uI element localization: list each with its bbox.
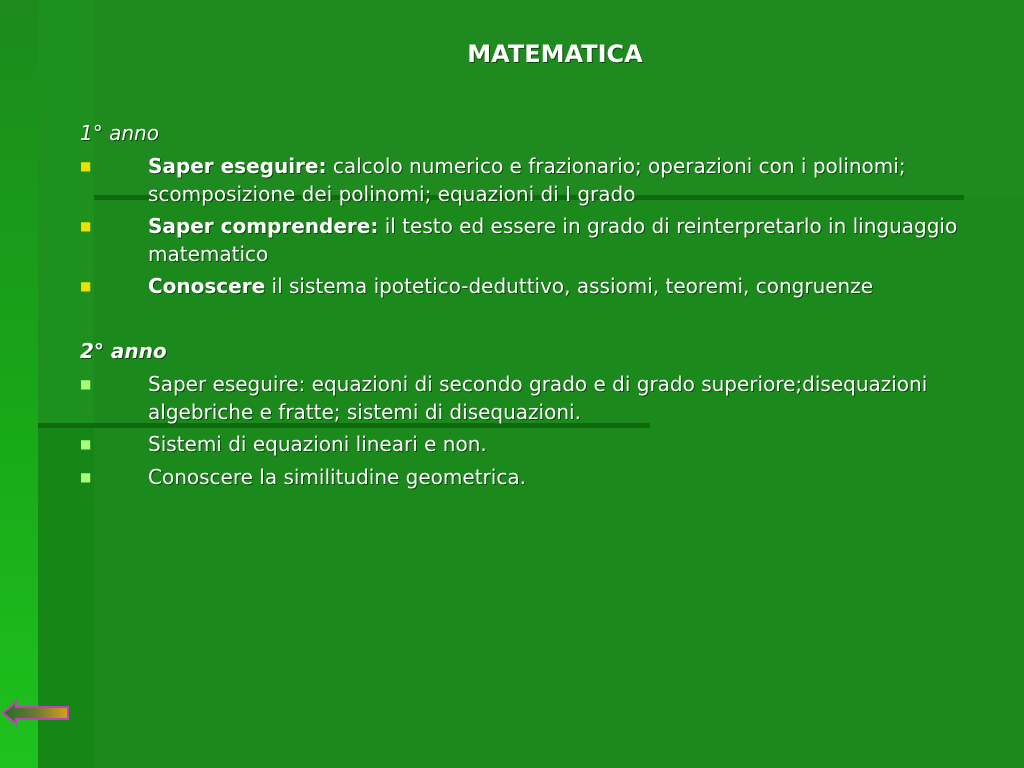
bullet-icon: ■	[80, 377, 92, 391]
list-item: Sistemi di equazioni lineari e non.	[148, 432, 487, 456]
bullet-icon: ■	[80, 159, 92, 173]
bullet-icon: ■	[80, 437, 92, 451]
item-label: Saper comprendere:	[148, 214, 379, 238]
section-year-1: 1° anno	[80, 121, 159, 145]
list-item	[148, 272, 988, 300]
background-strip-left	[0, 0, 38, 768]
section-year-2: 2° anno	[80, 339, 167, 363]
item-text: il sistema ipotetico-deduttivo, assiomi, teoremi, congruenze	[265, 274, 874, 298]
list-item	[148, 212, 988, 268]
back-arrow-icon	[2, 700, 70, 726]
bullet-icon: ■	[80, 279, 92, 293]
list-item: Conoscere la similitudine geometrica.	[148, 465, 526, 489]
bullet-icon: ■	[80, 219, 92, 233]
list-item	[148, 152, 988, 208]
bullet-icon: ■	[80, 470, 92, 484]
back-arrow-button[interactable]	[2, 700, 70, 726]
item-label: Conoscere	[148, 274, 266, 298]
slide-title: MATEMATICA	[467, 40, 643, 68]
item-label: Saper eseguire:	[148, 154, 327, 178]
item-text: il testo ed essere in grado di reinterpretarlo in linguaggio matematico	[148, 214, 958, 266]
list-item: Saper eseguire: equazioni di secondo grado e di grado superiore;disequazioni algebriche e fratte; sistemi di disequazioni.	[148, 372, 928, 424]
item-text: calcolo numerico e frazionario; operazioni con i polinomi; scomposizione dei polinomi; equazioni di I grado	[148, 154, 906, 206]
